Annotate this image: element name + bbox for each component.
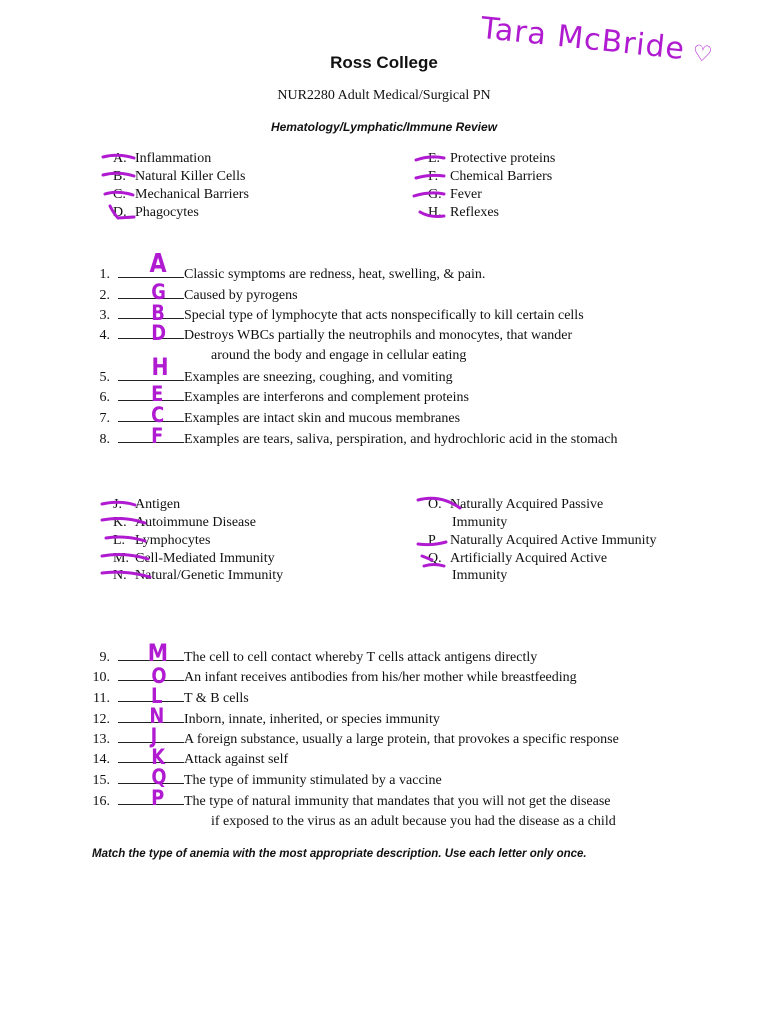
- choice-text: Autoimmune Disease: [135, 515, 256, 530]
- choice-m: [113, 550, 275, 567]
- handwritten-answer: C: [151, 403, 165, 427]
- choice-p: [428, 532, 656, 549]
- question-number: 6.: [99, 390, 110, 405]
- choice-l: [113, 532, 210, 549]
- question-number: 4.: [99, 328, 110, 343]
- question-number: 1.: [99, 267, 110, 282]
- choice-letter: D.: [113, 205, 127, 220]
- question-15: [84, 771, 442, 789]
- question-text: The type of immunity stimulated by a vaccine: [184, 773, 442, 788]
- choice-e: [428, 150, 555, 167]
- question-text: Attack against self: [184, 752, 289, 767]
- choice-text: Reflexes: [450, 205, 499, 220]
- question-number: 15.: [92, 773, 110, 788]
- choice-text: Artificially Acquired Active: [450, 551, 608, 566]
- question-number: 7.: [99, 411, 110, 426]
- heart-icon: ♡: [691, 41, 715, 69]
- question-text: An infant receives antibodies from his/her mother while breastfeeding: [184, 670, 577, 685]
- choice-letter: B.: [113, 169, 126, 184]
- choice-text: Natural Killer Cells: [135, 169, 246, 184]
- handwritten-answer: D: [151, 321, 167, 345]
- question-text: Inborn, innate, inherited, or species immunity: [184, 712, 440, 727]
- question-text: Examples are sneezing, coughing, and vomiting: [184, 370, 453, 385]
- question-text: Special type of lymphocyte that acts nonspecifically to kill certain cells: [184, 308, 584, 323]
- choice-text: Naturally Acquired Passive: [450, 497, 604, 512]
- choice-text: Chemical Barriers: [450, 169, 553, 184]
- choice-text: Antigen: [135, 497, 181, 512]
- page-title: Ross College: [330, 53, 438, 72]
- question-number: 12.: [92, 712, 110, 727]
- question-2: [84, 286, 298, 304]
- choice-k: [113, 514, 256, 531]
- choice-b: [113, 168, 245, 185]
- handwritten-answer: N: [149, 704, 165, 728]
- question-14: [84, 750, 288, 768]
- handwritten-answer: P: [151, 786, 165, 810]
- choice-text: Mechanical Barriers: [135, 187, 249, 202]
- choice-q-continuation: Immunity: [452, 568, 508, 583]
- question-text: Caused by pyrogens: [184, 288, 298, 303]
- handwritten-answer: A: [149, 249, 167, 279]
- choice-text: Fever: [450, 187, 482, 202]
- choice-letter: G.: [428, 187, 442, 202]
- handwritten-signature: Tara McBride ♡: [479, 10, 715, 69]
- question-text: Classic symptoms are redness, heat, swelling, & pain.: [184, 267, 486, 282]
- choice-text: Phagocytes: [135, 205, 199, 220]
- choice-letter: M.: [113, 551, 129, 566]
- handwritten-answer: Q: [151, 765, 167, 789]
- choice-text: Natural/Genetic Immunity: [135, 568, 284, 583]
- question-4-continuation: around the body and engage in cellular eating: [211, 348, 467, 363]
- question-text: Examples are tears, saliva, perspiration, and hydrochloric acid in the stomach: [184, 432, 618, 447]
- question-number: 2.: [99, 288, 110, 303]
- choice-letter: K.: [113, 515, 127, 530]
- choice-n: [113, 567, 283, 584]
- question-text: Examples are intact skin and mucous membranes: [184, 411, 461, 426]
- choice-letter: C.: [113, 187, 126, 202]
- handwritten-answer: F: [151, 424, 164, 448]
- choice-o: [428, 496, 603, 513]
- question-text: The type of natural immunity that mandates that you will not get the disease: [184, 794, 611, 809]
- choice-letter: A.: [113, 151, 127, 166]
- question-number: 9.: [99, 650, 110, 665]
- question-5: [84, 368, 453, 386]
- choice-text: Inflammation: [135, 151, 212, 166]
- choice-q: [428, 550, 607, 567]
- handwritten-answer: B: [151, 301, 165, 325]
- page-subtitle: Hematology/Lymphatic/Immune Review: [270, 120, 498, 134]
- question-number: 13.: [92, 732, 110, 747]
- choice-h: [428, 204, 499, 221]
- choice-text: Naturally Acquired Active Immunity: [450, 533, 657, 548]
- choice-a: [113, 150, 211, 167]
- choice-text: Cell-Mediated Immunity: [135, 551, 275, 566]
- question-number: 10.: [92, 670, 110, 685]
- choice-letter: L.: [113, 533, 126, 548]
- question-12: [84, 710, 440, 728]
- choice-letter: J.: [113, 497, 122, 512]
- question-16-continuation: if exposed to the virus as an adult because you had the disease as a child: [211, 814, 616, 829]
- question-text: T & B cells: [184, 691, 249, 706]
- question-number: 3.: [99, 308, 110, 323]
- choice-o-continuation: Immunity: [452, 515, 508, 530]
- handwritten-answer: L: [151, 684, 163, 708]
- handwritten-answer: M: [147, 639, 169, 667]
- question-number: 8.: [99, 432, 110, 447]
- choice-letter: P.: [428, 533, 438, 548]
- course-name: NUR2280 Adult Medical/Surgical PN: [277, 88, 491, 103]
- question-number: 14.: [92, 752, 110, 767]
- choice-d: [113, 204, 199, 221]
- question-8: [84, 430, 617, 448]
- choice-letter: E.: [428, 151, 441, 166]
- choice-text: Lymphocytes: [135, 533, 211, 548]
- choice-letter: Q.: [428, 551, 442, 566]
- handwritten-answer: J: [150, 724, 158, 748]
- question-11: [84, 689, 249, 707]
- question-text: Examples are interferons and complement proteins: [184, 390, 469, 405]
- choice-letter: O.: [428, 497, 442, 512]
- choice-g: [428, 186, 482, 203]
- instruction-text: Match the type of anemia with the most appropriate description. Use each letter only once.: [92, 848, 587, 860]
- question-text: The cell to cell contact whereby T cells attack antigens directly: [184, 650, 538, 665]
- choice-letter: N.: [113, 568, 127, 583]
- choice-c: [113, 186, 249, 203]
- choice-text: Protective proteins: [450, 151, 556, 166]
- choice-f: [428, 168, 552, 185]
- question-7: [84, 409, 460, 427]
- choice-letter: F.: [428, 169, 439, 184]
- question-text: A foreign substance, usually a large protein, that provokes a specific response: [184, 732, 619, 747]
- handwritten-answer: K: [151, 745, 166, 769]
- choice-j: [113, 496, 180, 513]
- question-1: [84, 265, 485, 283]
- question-number: 16.: [92, 794, 110, 809]
- choice-letter: H.: [428, 205, 442, 220]
- handwritten-answer: H: [151, 353, 169, 381]
- handwritten-answer: G: [151, 280, 166, 304]
- handwritten-answer: O: [151, 664, 167, 688]
- question-text: Destroys WBCs partially the neutrophils and monocytes, that wander: [184, 328, 573, 343]
- handwritten-answer: E: [151, 382, 164, 406]
- question-number: 11.: [93, 691, 110, 706]
- question-number: 5.: [99, 370, 110, 385]
- question-6: [84, 388, 469, 406]
